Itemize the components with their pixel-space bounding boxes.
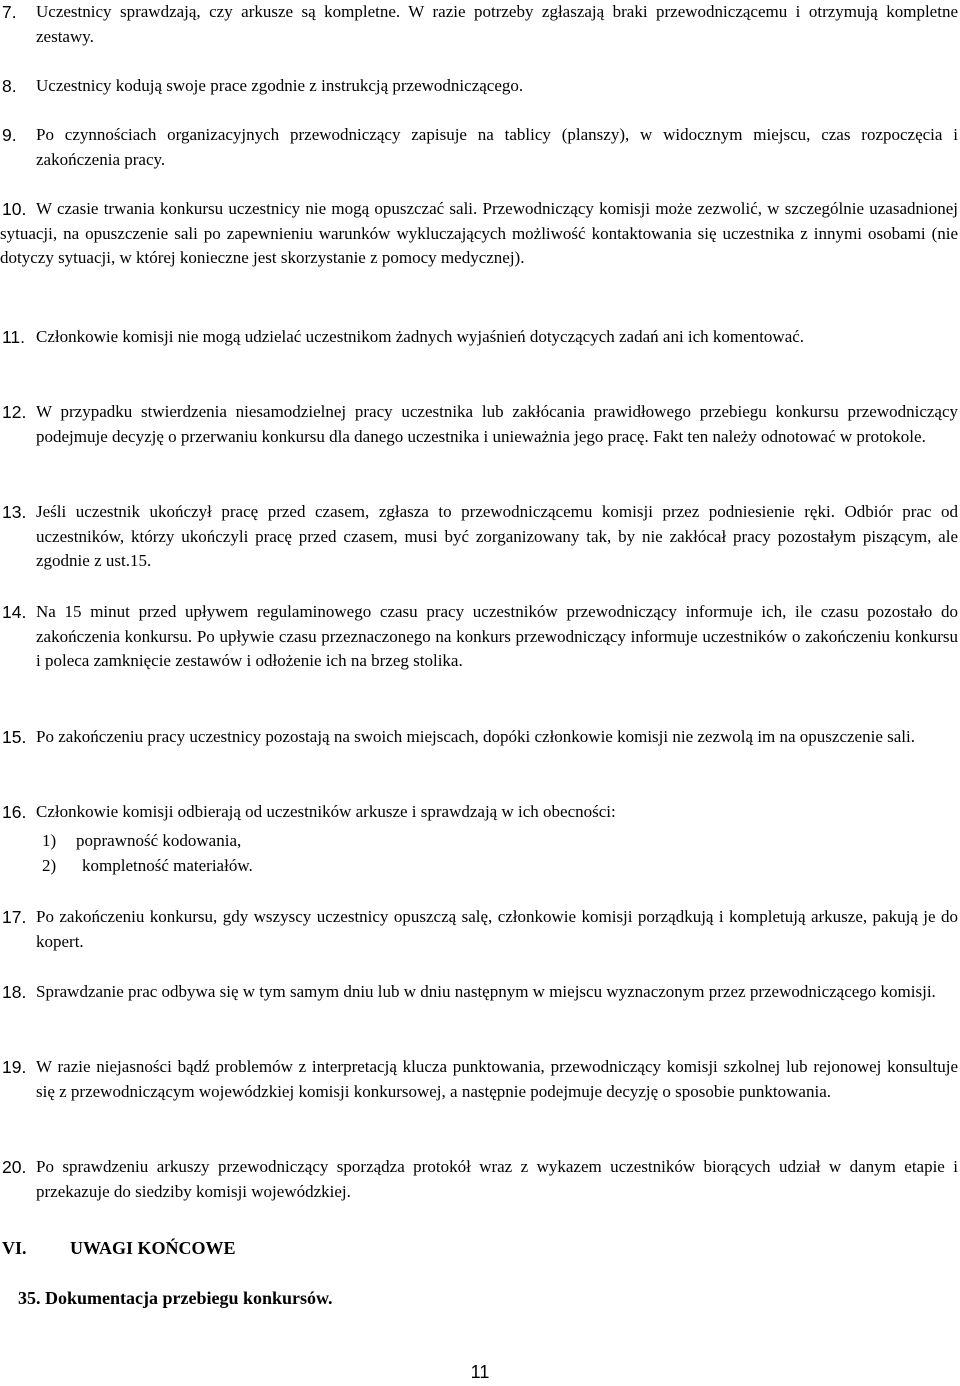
item-text: Członkowie komisji nie mogą udzielać uczestnikom żadnych wyjaśnień dotyczących zadań ani ich komentować.	[36, 327, 805, 346]
item-number: 20.	[2, 1157, 27, 1177]
list-item-10	[0, 197, 958, 271]
list-item-16	[0, 800, 958, 825]
sub-list-item-1	[42, 829, 241, 854]
list-item-20	[0, 1155, 958, 1204]
item-number: 11.	[2, 327, 26, 347]
item-number: 8.	[2, 76, 17, 96]
item-number: 12.	[2, 402, 27, 422]
list-item-15	[0, 725, 958, 750]
section-title: UWAGI KOŃCOWE	[70, 1238, 236, 1258]
item-text: Po sprawdzeniu arkuszy przewodniczący sporządza protokół wraz z wykazem uczestników biorących udział w danym etapie i przekazuje do siedziby komisji wojewódzkiej.	[36, 1157, 958, 1201]
item-number: 10.	[2, 199, 27, 219]
list-item-8	[0, 74, 958, 99]
sub-item-number: 1)	[42, 831, 57, 850]
sub-item-text: poprawność kodowania,	[76, 831, 242, 850]
list-item-7	[0, 0, 958, 49]
item-number: 19.	[2, 1057, 27, 1077]
section-number: VI.	[2, 1238, 27, 1258]
sub-item-text: kompletność materiałów.	[82, 856, 253, 875]
item-number: 18.	[2, 982, 27, 1002]
item-text: W czasie trwania konkursu uczestnicy nie mogą opuszczać sali. Przewodniczący komisji może zezwolić, w szczególnie uzasadnionej sytuacji, na opuszczenie sali po zapewnieniu warunków wykluczających możliwość kontaktowania się uczestnika z innymi osobami (nie dotyczy sytuacji, w której konieczne jest skorzystanie z pomocy medycznej).	[0, 199, 958, 267]
page-number: 11	[470, 1362, 490, 1382]
sub-item-number: 2)	[42, 856, 57, 875]
item-text: Jeśli uczestnik ukończył pracę przed czasem, zgłasza to przewodniczącemu komisji przez podniesienie ręki. Odbiór prac od uczestników, którzy ukończyli pracę przed czasem, musi być zorganizowany tak, by nie zakłócał pracy pozostałym piszącym, ale zgodnie z ust.15.	[36, 502, 958, 570]
item-text: Po zakończeniu konkursu, gdy wszyscy uczestnicy opuszczą salę, członkowie komisji porządkują i kompletują arkusze, pakują je do kopert.	[36, 907, 958, 951]
list-item-13	[0, 500, 958, 574]
item-number: 7.	[2, 2, 17, 22]
item-text: Sprawdzanie prac odbywa się w tym samym dniu lub w dniu następnym w miejscu wyznaczonym przez przewodniczącego komisji.	[36, 982, 936, 1001]
item-text: Po zakończeniu pracy uczestnicy pozostają na swoich miejscach, dopóki członkowie komisji nie zezwolą im na opuszczenie sali.	[36, 727, 915, 746]
item-number: 15.	[2, 727, 27, 747]
item-number: 17.	[2, 907, 27, 927]
item-number: 16.	[2, 802, 27, 822]
item-text: Członkowie komisji odbierają od uczestników arkusze i sprawdzają w ich obecności:	[36, 802, 616, 821]
item-text: W razie niejasności bądź problemów z interpretacją klucza punktowania, przewodniczący komisji szkolnej lub rejonowej konsultuje się z przewodniczącym wojewódzkiej komisji konkursowej, a następnie podejmuje decyzję o sposobie punktowania.	[36, 1057, 958, 1101]
section-heading	[2, 1236, 236, 1260]
item-text: Na 15 minut przed upływem regulaminowego czasu pracy uczestników przewodniczący informuje ich, ile czasu pozostało do zakończenia konkursu. Po upływie czasu przeznaczonego na konkurs przewodniczący informuje uczestników o zakończeniu konkursu i poleca zamknięcie zestawów i odłożenie ich na brzeg stolika.	[36, 602, 958, 670]
item-text: Uczestnicy kodują swoje prace zgodnie z instrukcją przewodniczącego.	[36, 76, 524, 95]
sub-list-item-2	[42, 854, 253, 879]
item-text: Uczestnicy sprawdzają, czy arkusze są kompletne. W razie potrzeby zgłaszają braki przewodniczącemu i otrzymują kompletne zestawy.	[36, 2, 958, 46]
subsection-heading: 35. Dokumentacja przebiegu konkursów.	[18, 1288, 333, 1308]
list-item-19	[0, 1055, 958, 1104]
list-item-12	[0, 400, 958, 449]
item-number: 14.	[2, 602, 27, 622]
list-item-17	[0, 905, 958, 954]
item-text: Po czynnościach organizacyjnych przewodniczący zapisuje na tablicy (planszy), w widocznym miejscu, czas rozpoczęcia i zakończenia pracy.	[36, 125, 958, 169]
list-item-18	[0, 980, 958, 1005]
list-item-14	[0, 600, 958, 674]
list-item-9	[0, 123, 958, 172]
item-number: 9.	[2, 125, 17, 145]
list-item-11	[0, 325, 958, 350]
item-number: 13.	[2, 502, 27, 522]
item-text: W przypadku stwierdzenia niesamodzielnej pracy uczestnika lub zakłócania prawidłowego przebiegu konkursu przewodniczący podejmuje decyzję o przerwaniu konkursu dla danego uczestnika i unieważnia jego pracę. Fakt ten należy odnotować w protokole.	[36, 402, 958, 446]
